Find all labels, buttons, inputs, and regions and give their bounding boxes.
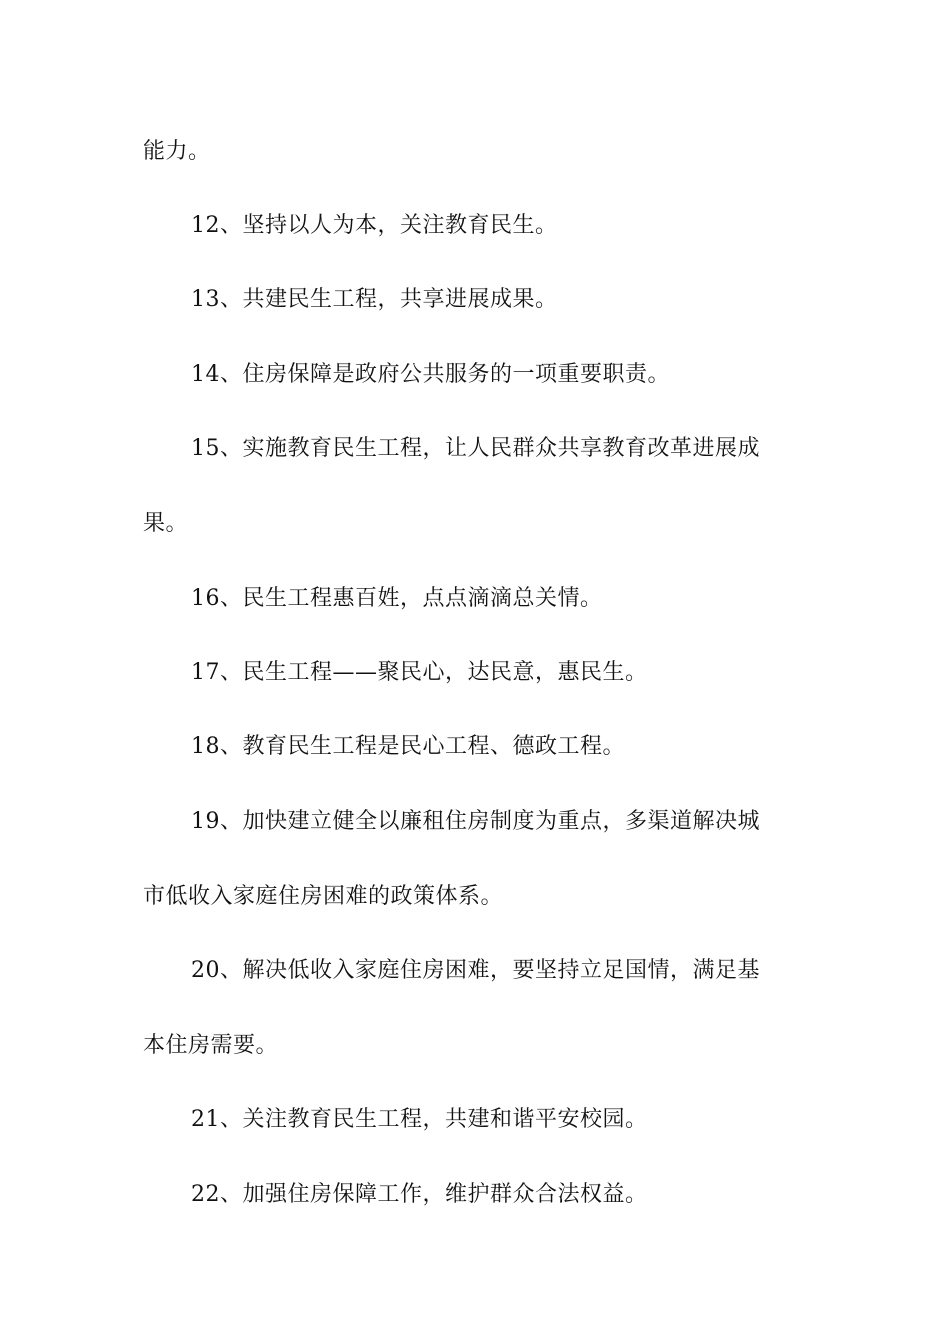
list-item-20-continuation: 本住房需要。 (143, 1033, 279, 1058)
list-item-13: 13、共建民生工程，共享进展成果。 (191, 287, 558, 312)
list-item-18: 18、教育民生工程是民心工程、德政工程。 (191, 734, 625, 759)
list-item-17: 17、民生工程——聚民心，达民意，惠民生。 (191, 660, 648, 685)
list-item-16: 16、民生工程惠百姓，点点滴滴总关情。 (191, 586, 603, 611)
list-item-12: 12、坚持以人为本，关注教育民生。 (191, 213, 558, 238)
text-line-continuation: 能力。 (143, 139, 211, 164)
list-item-21: 21、关注教育民生工程，共建和谐平安校园。 (191, 1107, 648, 1132)
list-item-15: 15、实施教育民生工程，让人民群众共享教育改革进展成 (191, 436, 760, 461)
list-item-14: 14、住房保障是政府公共服务的一项重要职责。 (191, 362, 670, 387)
list-item-19: 19、加快建立健全以廉租住房制度为重点，多渠道解决城 (191, 809, 760, 834)
list-item-22: 22、加强住房保障工作，维护群众合法权益。 (191, 1182, 648, 1207)
list-item-15-continuation: 果。 (143, 511, 189, 536)
list-item-20: 20、解决低收入家庭住房困难，要坚持立足国情，满足基 (191, 958, 760, 983)
list-item-19-continuation: 市低收入家庭住房困难的政策体系。 (143, 884, 504, 909)
